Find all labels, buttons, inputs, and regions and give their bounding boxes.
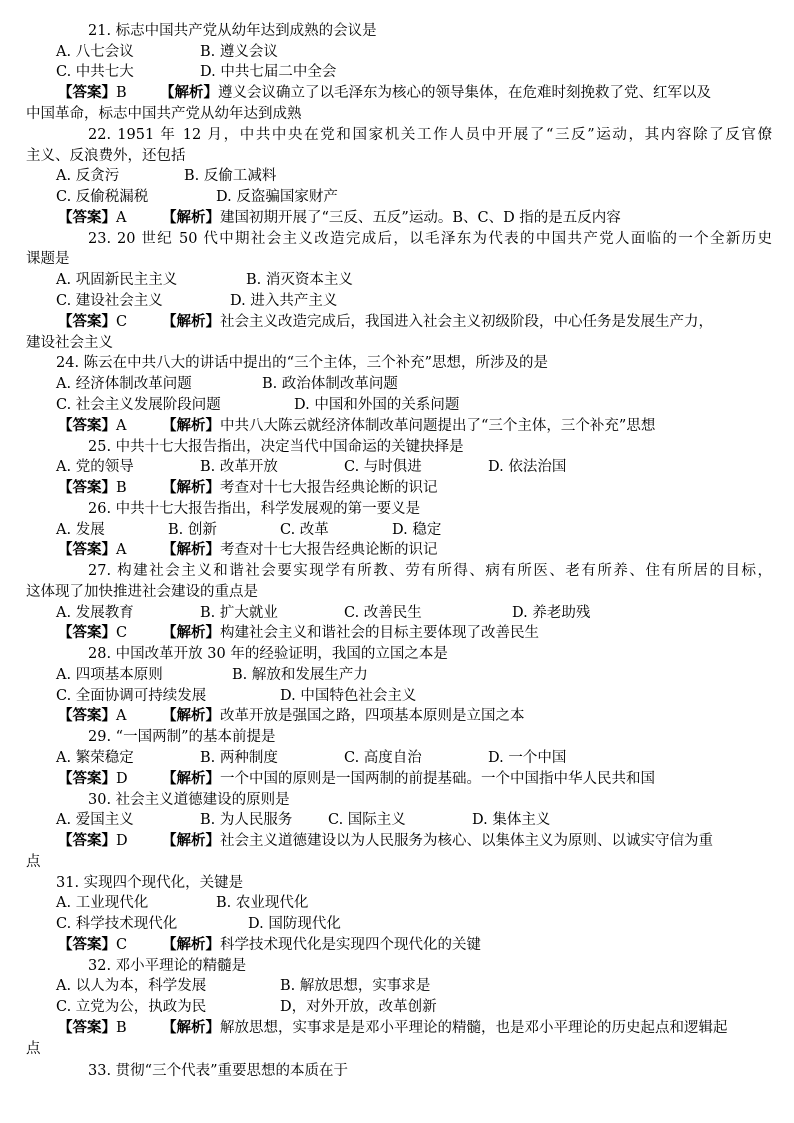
question-33-stem: 33. 贯彻“三个代表”重要思想的本质在于 bbox=[88, 1063, 348, 1079]
analysis-text: 【解析】解放思想，实事求是是邓小平理论的精髓，也是邓小平理论的历史起点和逻辑起 bbox=[162, 1019, 728, 1036]
question-21-options-row-1 bbox=[26, 42, 772, 63]
question-32-options-row-2 bbox=[26, 997, 772, 1018]
answer-label: 【答案】A bbox=[58, 417, 127, 434]
option-a: A. 工业现代化 bbox=[56, 895, 149, 911]
option-b: B. 解放和发展生产力 bbox=[232, 667, 368, 683]
option-d: D. 集体主义 bbox=[472, 812, 551, 828]
option-d: D. 中国和外国的关系问题 bbox=[294, 397, 460, 413]
option-a: A. 繁荣稳定 bbox=[56, 750, 134, 766]
option-a: A. 反贪污 bbox=[56, 168, 120, 184]
answer-label: 【答案】C bbox=[58, 624, 128, 641]
question-24-answer bbox=[26, 416, 772, 437]
option-a: A. 爱国主义 bbox=[56, 812, 134, 828]
question-21-answer bbox=[26, 83, 772, 104]
option-a: A. 发展 bbox=[56, 522, 105, 538]
option-d: D. 国防现代化 bbox=[248, 916, 341, 932]
option-d: D. 中共七届二中全会 bbox=[200, 64, 337, 80]
option-b: B. 扩大就业 bbox=[200, 605, 278, 621]
question-28-answer bbox=[26, 706, 772, 727]
analysis-text: 【解析】科学技术现代化是实现四个现代化的关键 bbox=[162, 936, 481, 953]
question-31-options-row-2 bbox=[26, 914, 772, 935]
option-b: B. 两种制度 bbox=[200, 750, 278, 766]
question-26-options bbox=[26, 520, 772, 541]
answer-label: 【答案】B bbox=[58, 1019, 127, 1036]
analysis-text: 【解析】社会主义改造完成后，我国进入社会主义初级阶段，中心任务是发展生产力， bbox=[162, 313, 713, 330]
question-27-options bbox=[26, 603, 772, 624]
option-a: A. 以人为本，科学发展 bbox=[56, 978, 207, 994]
analysis-text: 【解析】构建社会主义和谐社会的目标主要体现了改善民生 bbox=[162, 624, 539, 641]
answer-label: 【答案】A bbox=[58, 541, 127, 558]
question-28-options-row-2 bbox=[26, 686, 772, 707]
option-c: C. 建设社会主义 bbox=[56, 293, 163, 309]
option-c: C. 社会主义发展阶段问题 bbox=[56, 397, 221, 413]
question-29-answer bbox=[26, 769, 772, 790]
question-32-analysis-cont: 点 bbox=[26, 1041, 41, 1057]
question-29-stem: 29. “一国两制”的基本前提是 bbox=[88, 729, 276, 745]
option-c: C. 立党为公，执政为民 bbox=[56, 999, 207, 1015]
question-31-stem: 31. 实现四个现代化，关键是 bbox=[56, 875, 244, 891]
question-31-answer bbox=[26, 935, 772, 956]
option-a: A. 巩固新民主主义 bbox=[56, 272, 178, 288]
option-b: B. 消灭资本主义 bbox=[246, 272, 353, 288]
question-32-options-row-1 bbox=[26, 976, 772, 997]
answer-label: 【答案】C bbox=[58, 936, 128, 953]
option-b: B. 农业现代化 bbox=[216, 895, 309, 911]
question-25-options bbox=[26, 457, 772, 478]
option-b: B. 解放思想，实事求是 bbox=[280, 978, 431, 994]
question-23-stem-cont: 课题是 bbox=[26, 251, 70, 267]
option-d: D. 稳定 bbox=[392, 522, 442, 538]
option-d: D. 一个中国 bbox=[488, 750, 567, 766]
question-25-answer bbox=[26, 478, 772, 499]
answer-label: 【答案】B bbox=[58, 84, 127, 101]
question-26-answer bbox=[26, 540, 772, 561]
question-23-analysis-cont: 建设社会主义 bbox=[26, 335, 113, 351]
question-30-analysis-cont: 点 bbox=[26, 854, 41, 870]
question-22-options-row-2 bbox=[26, 187, 772, 208]
analysis-text: 【解析】考查对十七大报告经典论断的识记 bbox=[162, 479, 438, 496]
question-30-answer bbox=[26, 831, 772, 852]
option-d: D. 养老助残 bbox=[512, 605, 591, 621]
question-23-answer bbox=[26, 312, 772, 333]
option-c: C. 科学技术现代化 bbox=[56, 916, 178, 932]
option-c: C. 全面协调可持续发展 bbox=[56, 688, 207, 704]
option-b: B. 反偷工减料 bbox=[184, 168, 277, 184]
question-22-answer bbox=[26, 208, 772, 229]
answer-label: 【答案】C bbox=[58, 313, 128, 330]
option-c: C. 高度自治 bbox=[344, 750, 422, 766]
option-c: C. 改善民生 bbox=[344, 605, 422, 621]
question-23-stem: 23. 20 世纪 50 代中期社会主义改造完成后，以毛泽东为代表的中国共产党人面临的一个全新历史 bbox=[88, 231, 772, 247]
answer-label: 【答案】D bbox=[58, 832, 128, 849]
option-d: D. 依法治国 bbox=[488, 459, 567, 475]
question-24-options-row-1 bbox=[26, 374, 772, 395]
option-b: B. 政治体制改革问题 bbox=[262, 376, 398, 392]
question-24-stem: 24. 陈云在中共八大的讲话中提出的“三个主体，三个补充”思想，所涉及的是 bbox=[56, 355, 548, 371]
answer-label: 【答案】A bbox=[58, 707, 127, 724]
option-a: A. 四项基本原则 bbox=[56, 667, 163, 683]
question-28-stem: 28. 中国改革开放 30 年的经验证明，我国的立国之本是 bbox=[88, 646, 448, 662]
option-d: D. 反盗骗国家财产 bbox=[216, 189, 338, 205]
answer-label: 【答案】A bbox=[58, 209, 127, 226]
question-23-options-row-1 bbox=[26, 270, 772, 291]
option-a: A. 八七会议 bbox=[56, 44, 134, 60]
answer-label: 【答案】B bbox=[58, 479, 127, 496]
answer-label: 【答案】D bbox=[58, 770, 128, 787]
question-21-stem: 21. 标志中国共产党从幼年达到成熟的会议是 bbox=[88, 23, 377, 39]
question-22-stem: 22. 1951 年 12 月，中共中央在党和国家机关工作人员中开展了“三反”运动，其内容除了反官僚 bbox=[88, 127, 772, 143]
analysis-text: 【解析】中共八大陈云就经济体制改革问题提出了“三个主体，三个补充”思想 bbox=[162, 417, 656, 434]
option-b: B. 改革开放 bbox=[200, 459, 278, 475]
option-a: A. 经济体制改革问题 bbox=[56, 376, 192, 392]
question-27-stem-cont: 这体现了加快推进社会建设的重点是 bbox=[26, 584, 258, 600]
question-27-answer bbox=[26, 623, 772, 644]
question-32-stem: 32. 邓小平理论的精髓是 bbox=[88, 958, 247, 974]
option-b: B. 遵义会议 bbox=[200, 44, 278, 60]
analysis-text: 【解析】改革开放是强国之路，四项基本原则是立国之本 bbox=[162, 707, 525, 724]
option-c: C. 改革 bbox=[280, 522, 329, 538]
question-21-analysis-cont: 中国革命，标志中国共产党从幼年达到成熟 bbox=[26, 106, 302, 122]
option-b: B. 为人民服务 bbox=[200, 812, 293, 828]
question-26-stem: 26. 中共十七大报告指出，科学发展观的第一要义是 bbox=[88, 501, 421, 517]
analysis-text: 【解析】建国初期开展了“三反、五反”运动。B、C、D 指的是五反内容 bbox=[162, 209, 621, 226]
question-25-stem: 25. 中共十七大报告指出，决定当代中国命运的关键抉择是 bbox=[88, 439, 464, 455]
option-c: C. 中共七大 bbox=[56, 64, 134, 80]
option-d: D，对外开放，改革创新 bbox=[280, 999, 437, 1015]
question-27-stem: 27. 构建社会主义和谐社会要实现学有所教、劳有所得、病有所医、老有所养、住有所居的目标， bbox=[88, 563, 772, 579]
question-22-options-row-1 bbox=[26, 166, 772, 187]
question-30-stem: 30. 社会主义道德建设的原则是 bbox=[88, 792, 290, 808]
option-c: C. 反偷税漏税 bbox=[56, 189, 149, 205]
question-32-answer bbox=[26, 1018, 772, 1039]
option-c: C. 国际主义 bbox=[328, 812, 406, 828]
option-a: A. 发展教育 bbox=[56, 605, 134, 621]
analysis-text: 【解析】考查对十七大报告经典论断的识记 bbox=[162, 541, 438, 558]
option-d: D. 中国特色社会主义 bbox=[280, 688, 417, 704]
analysis-text: 【解析】一个中国的原则是一国两制的前提基础。一个中国指中华人民共和国 bbox=[162, 770, 655, 787]
option-c: C. 与时俱进 bbox=[344, 459, 422, 475]
question-29-options bbox=[26, 748, 772, 769]
analysis-text: 【解析】遵义会议确立了以毛泽东为核心的领导集体，在危难时刻挽救了党、红军以及 bbox=[160, 84, 711, 101]
analysis-text: 【解析】社会主义道德建设以为人民服务为核心、以集体主义为原则、以诚实守信为重 bbox=[162, 832, 713, 849]
question-21-options-row-2 bbox=[26, 62, 772, 83]
question-24-options-row-2 bbox=[26, 395, 772, 416]
question-31-options-row-1 bbox=[26, 893, 772, 914]
question-23-options-row-2 bbox=[26, 291, 772, 312]
question-28-options-row-1 bbox=[26, 665, 772, 686]
question-30-options bbox=[26, 810, 772, 831]
option-a: A. 党的领导 bbox=[56, 459, 134, 475]
option-b: B. 创新 bbox=[168, 522, 217, 538]
option-d: D. 进入共产主义 bbox=[230, 293, 338, 309]
question-22-stem-cont: 主义、反浪费外，还包括 bbox=[26, 148, 186, 164]
